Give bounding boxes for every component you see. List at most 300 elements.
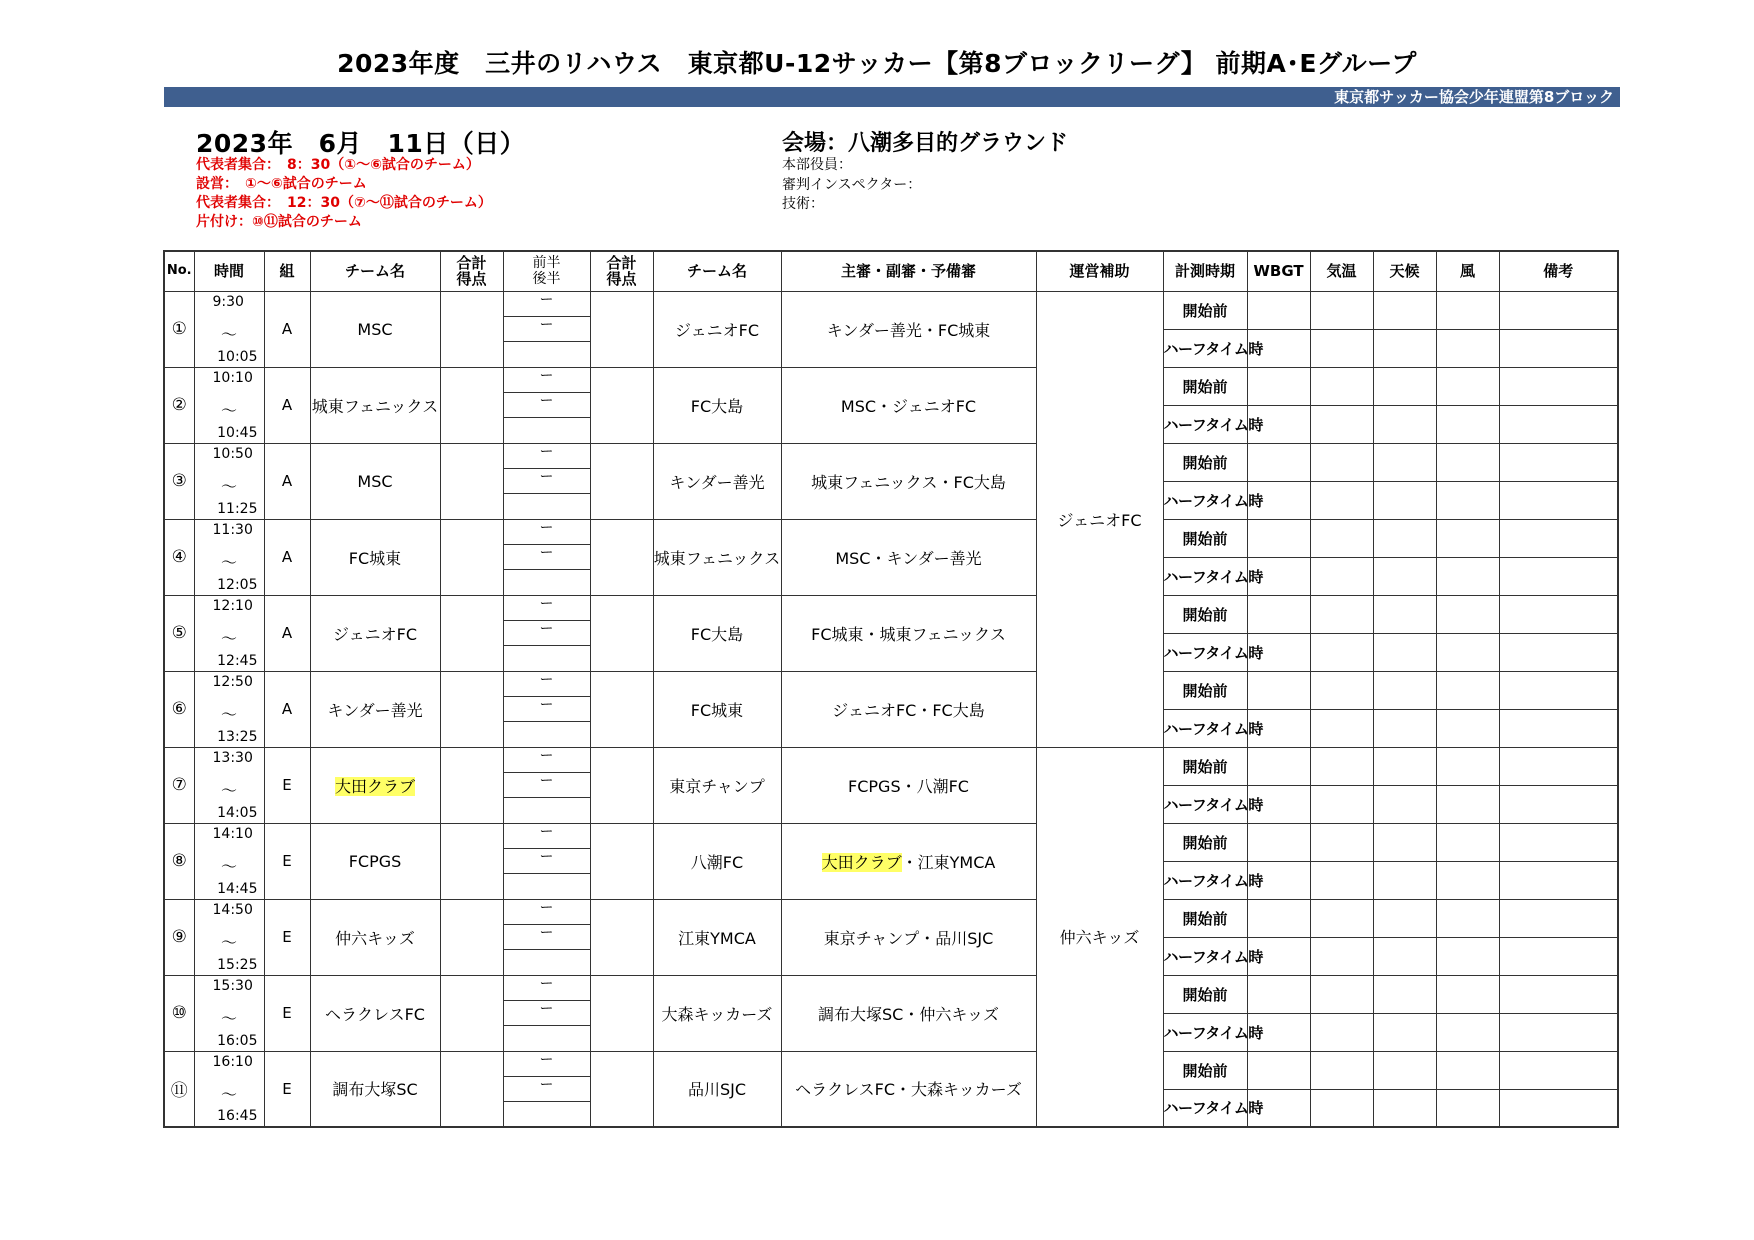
remarks-cell[interactable]	[1499, 937, 1618, 975]
team1-cell	[310, 899, 440, 975]
tilde: ～	[220, 1008, 237, 1028]
match-group: A	[264, 443, 310, 519]
page-title: 2023年度 三井のリハウス 東京都U-12サッカー【第8ブロックリーグ】 前期A･Eグループ	[337, 49, 1417, 78]
support-cell: 仲六キッズ	[1036, 747, 1163, 1127]
team1-name: MSC	[357, 319, 393, 339]
score1-cell[interactable]	[440, 519, 503, 595]
wind-cell[interactable]	[1436, 671, 1499, 709]
half-spacer	[504, 342, 590, 366]
match-time	[194, 899, 264, 975]
team2-cell: ジェニオFC	[653, 291, 781, 367]
remarks-cell[interactable]	[1499, 671, 1618, 709]
score2-cell[interactable]	[590, 747, 653, 823]
weather-cell[interactable]	[1373, 443, 1436, 481]
team1-cell	[310, 823, 440, 899]
end-time: 12:05	[217, 576, 258, 593]
match-date: 2023年 6月 11日（日）	[196, 129, 526, 158]
wind-cell[interactable]	[1436, 1013, 1499, 1051]
col-no: No.	[164, 251, 194, 291]
team1-cell	[310, 443, 440, 519]
match-group: A	[264, 519, 310, 595]
referees-cell	[781, 595, 1036, 671]
note-line: 設営： ①～⑥試合のチーム	[196, 176, 367, 192]
half-score-cell[interactable]	[503, 747, 590, 823]
ref-names: FC城東・城東フェニックス	[811, 624, 1006, 644]
score1-cell[interactable]	[440, 595, 503, 671]
end-time: 11:25	[217, 500, 258, 517]
second-half: ー	[504, 393, 590, 418]
weather-cell[interactable]	[1373, 557, 1436, 595]
remarks-cell[interactable]	[1499, 1051, 1618, 1089]
temp-cell[interactable]	[1310, 557, 1373, 595]
score2-cell[interactable]	[590, 595, 653, 671]
match-no: ⑩	[164, 975, 194, 1051]
team2-cell: 大森キッカーズ	[653, 975, 781, 1051]
col-wbgt: WBGT	[1247, 251, 1310, 291]
remarks-cell[interactable]	[1499, 291, 1618, 329]
match-no: ⑧	[164, 823, 194, 899]
wind-cell[interactable]	[1436, 481, 1499, 519]
col-remarks: 備考	[1499, 251, 1618, 291]
wind-cell[interactable]	[1436, 367, 1499, 405]
col-team1: チーム名	[310, 251, 440, 291]
table-row	[164, 443, 1618, 481]
wbgt-cell[interactable]	[1247, 747, 1310, 785]
measure-halftime: ハーフタイム時	[1163, 557, 1247, 595]
match-group: A	[264, 367, 310, 443]
table-row	[164, 519, 1618, 557]
end-time: 14:05	[217, 804, 258, 821]
end-time: 15:25	[217, 956, 258, 973]
weather-cell[interactable]	[1373, 633, 1436, 671]
wind-cell[interactable]	[1436, 557, 1499, 595]
staff-line: 技術：	[782, 196, 824, 212]
wind-cell[interactable]	[1436, 633, 1499, 671]
weather-cell[interactable]	[1373, 975, 1436, 1013]
half-score-cell[interactable]	[503, 1051, 590, 1127]
score1-cell[interactable]	[440, 671, 503, 747]
match-no: ⑨	[164, 899, 194, 975]
measure-before: 開始前	[1163, 519, 1247, 557]
temp-cell[interactable]	[1310, 785, 1373, 823]
wbgt-cell[interactable]	[1247, 671, 1310, 709]
venue: 会場：八潮多目的グラウンド	[782, 131, 1069, 156]
first-half: ー	[504, 748, 590, 773]
temp-cell[interactable]	[1310, 367, 1373, 405]
table-row	[164, 595, 1618, 633]
measure-halftime: ハーフタイム時	[1163, 481, 1247, 519]
measure-before: 開始前	[1163, 1051, 1247, 1089]
weather-cell[interactable]	[1373, 1051, 1436, 1089]
tilde: ～	[220, 476, 237, 496]
end-time: 16:05	[217, 1032, 258, 1049]
start-time: 12:10	[212, 597, 253, 614]
score2-cell[interactable]	[590, 367, 653, 443]
wbgt-cell[interactable]	[1247, 595, 1310, 633]
wind-cell[interactable]	[1436, 861, 1499, 899]
match-group: E	[264, 747, 310, 823]
col-temp: 気温	[1310, 251, 1373, 291]
team1-name: キンダー善光	[327, 700, 423, 720]
temp-cell[interactable]	[1310, 1051, 1373, 1089]
remarks-cell[interactable]	[1499, 1013, 1618, 1051]
wind-cell[interactable]	[1436, 519, 1499, 557]
second-half: ー	[504, 773, 590, 798]
match-time	[194, 823, 264, 899]
half-score-cell[interactable]	[503, 367, 590, 443]
col-score1: 合計得点	[440, 251, 503, 291]
team2-cell: FC城東	[653, 671, 781, 747]
notes	[196, 156, 492, 232]
remarks-cell[interactable]	[1499, 633, 1618, 671]
measure-before: 開始前	[1163, 291, 1247, 329]
second-half: ー	[504, 545, 590, 570]
half-spacer	[504, 874, 590, 898]
ref-rest: ・江東YMCA	[901, 852, 996, 872]
remarks-cell[interactable]	[1499, 785, 1618, 823]
association-name: 東京都サッカー協会少年連盟第8ブロック	[1334, 88, 1614, 106]
remarks-cell[interactable]	[1499, 481, 1618, 519]
referees-cell	[781, 747, 1036, 823]
tilde: ～	[220, 780, 237, 800]
temp-cell[interactable]	[1310, 329, 1373, 367]
weather-cell[interactable]	[1373, 671, 1436, 709]
wind-cell[interactable]	[1436, 823, 1499, 861]
temp-cell[interactable]	[1310, 861, 1373, 899]
remarks-cell[interactable]	[1499, 443, 1618, 481]
second-half: ー	[504, 469, 590, 494]
ref-names: MSC・キンダー善光	[835, 548, 982, 568]
score1-cell[interactable]	[440, 975, 503, 1051]
temp-cell[interactable]	[1310, 937, 1373, 975]
second-half: ー	[504, 925, 590, 950]
start-time: 14:10	[212, 825, 253, 842]
measure-halftime: ハーフタイム時	[1163, 633, 1247, 671]
half-score-cell[interactable]	[503, 519, 590, 595]
team1-cell	[310, 747, 440, 823]
staff-line: 本部役員：	[782, 157, 852, 173]
remarks-cell[interactable]	[1499, 329, 1618, 367]
tilde: ～	[220, 628, 237, 648]
temp-cell[interactable]	[1310, 595, 1373, 633]
weather-cell[interactable]	[1373, 329, 1436, 367]
weather-cell[interactable]	[1373, 747, 1436, 785]
half-spacer	[504, 1026, 590, 1050]
match-time	[194, 671, 264, 747]
temp-cell[interactable]	[1310, 899, 1373, 937]
team1-cell	[310, 519, 440, 595]
half-score-cell[interactable]	[503, 671, 590, 747]
temp-cell[interactable]	[1310, 443, 1373, 481]
referees-cell	[781, 291, 1036, 367]
second-half: ー	[504, 317, 590, 342]
weather-cell[interactable]	[1373, 709, 1436, 747]
temp-cell[interactable]	[1310, 709, 1373, 747]
temp-cell[interactable]	[1310, 481, 1373, 519]
match-time	[194, 519, 264, 595]
team1-cell	[310, 595, 440, 671]
ref-names: FCPGS・八潮FC	[848, 776, 969, 796]
measure-halftime: ハーフタイム時	[1163, 1013, 1247, 1051]
staff-list	[782, 156, 921, 215]
team1-name: 仲六キッズ	[335, 928, 415, 948]
team1-name: MSC	[357, 471, 393, 491]
score1-cell[interactable]	[440, 823, 503, 899]
temp-cell[interactable]	[1310, 519, 1373, 557]
wind-cell[interactable]	[1436, 899, 1499, 937]
weather-cell[interactable]	[1373, 519, 1436, 557]
wbgt-cell[interactable]	[1247, 519, 1310, 557]
team2-cell: 八潮FC	[653, 823, 781, 899]
ref-names: 東京チャンプ・品川SJC	[823, 928, 994, 948]
measure-halftime: ハーフタイム時	[1163, 709, 1247, 747]
team2-cell: キンダー善光	[653, 443, 781, 519]
team2-cell: 東京チャンプ	[653, 747, 781, 823]
first-half: ー	[504, 368, 590, 393]
end-time: 12:45	[217, 652, 258, 669]
wind-cell[interactable]	[1436, 975, 1499, 1013]
wbgt-cell[interactable]	[1247, 899, 1310, 937]
temp-cell[interactable]	[1310, 671, 1373, 709]
score2-cell[interactable]	[590, 443, 653, 519]
col-support: 運営補助	[1036, 251, 1163, 291]
note-line: 代表者集合： 12：30（⑦～⑪試合のチーム）	[196, 195, 492, 211]
table-header-row	[164, 251, 1618, 291]
half-score-cell[interactable]	[503, 823, 590, 899]
col-measure: 計測時期	[1163, 251, 1247, 291]
tilde: ～	[220, 324, 237, 344]
measure-before: 開始前	[1163, 367, 1247, 405]
wind-cell[interactable]	[1436, 709, 1499, 747]
remarks-cell[interactable]	[1499, 367, 1618, 405]
score2-cell[interactable]	[590, 823, 653, 899]
measure-before: 開始前	[1163, 899, 1247, 937]
weather-cell[interactable]	[1373, 1089, 1436, 1127]
table-row	[164, 899, 1618, 937]
first-half: ー	[504, 900, 590, 925]
half-spacer	[504, 418, 590, 442]
weather-cell[interactable]	[1373, 785, 1436, 823]
remarks-cell[interactable]	[1499, 899, 1618, 937]
score1-cell[interactable]	[440, 747, 503, 823]
start-time: 15:30	[212, 977, 253, 994]
first-half: ー	[504, 1052, 590, 1077]
first-half: ー	[504, 520, 590, 545]
match-no: ⑥	[164, 671, 194, 747]
score1-cell[interactable]	[440, 899, 503, 975]
tilde: ～	[220, 932, 237, 952]
remarks-cell[interactable]	[1499, 975, 1618, 1013]
measure-halftime: ハーフタイム時	[1163, 785, 1247, 823]
wbgt-cell[interactable]	[1247, 291, 1310, 329]
score1-cell[interactable]	[440, 443, 503, 519]
half-score-cell[interactable]	[503, 443, 590, 519]
end-time: 10:45	[217, 424, 258, 441]
first-half: ー	[504, 672, 590, 697]
half-score-cell[interactable]	[503, 899, 590, 975]
score1-cell[interactable]	[440, 291, 503, 367]
col-team2: チーム名	[653, 251, 781, 291]
team2-cell: 江東YMCA	[653, 899, 781, 975]
match-time	[194, 975, 264, 1051]
first-half: ー	[504, 596, 590, 621]
team1-name: 調布大塚SC	[332, 1080, 418, 1100]
table-row	[164, 367, 1618, 405]
score2-cell[interactable]	[590, 975, 653, 1051]
remarks-cell[interactable]	[1499, 557, 1618, 595]
start-time: 12:50	[212, 673, 253, 690]
col-weather: 天候	[1373, 251, 1436, 291]
team1-name: FC城東	[348, 548, 402, 568]
match-time	[194, 595, 264, 671]
start-time: 10:10	[212, 369, 253, 386]
match-no: ⑦	[164, 747, 194, 823]
remarks-cell[interactable]	[1499, 519, 1618, 557]
table-row	[164, 975, 1618, 1013]
remarks-cell[interactable]	[1499, 709, 1618, 747]
wbgt-cell[interactable]	[1247, 367, 1310, 405]
half-spacer	[504, 570, 590, 594]
remarks-cell[interactable]	[1499, 861, 1618, 899]
referees-cell	[781, 519, 1036, 595]
half-spacer	[504, 798, 590, 822]
referees-cell	[781, 443, 1036, 519]
wind-cell[interactable]	[1436, 405, 1499, 443]
note-line: 代表者集合： 8：30（①～⑥試合のチーム）	[196, 157, 480, 173]
half-spacer	[504, 950, 590, 974]
measure-before: 開始前	[1163, 671, 1247, 709]
referees-cell	[781, 671, 1036, 747]
weather-cell[interactable]	[1373, 367, 1436, 405]
col-referees: 主審・副審・予備審	[781, 251, 1036, 291]
half-score-cell[interactable]	[503, 291, 590, 367]
score2-cell[interactable]	[590, 671, 653, 747]
end-time: 10:05	[217, 348, 258, 365]
team1-name: 大田クラブ	[334, 776, 415, 796]
support-cell: ジェニオFC	[1036, 291, 1163, 747]
temp-cell[interactable]	[1310, 291, 1373, 329]
referees-cell	[781, 367, 1036, 443]
start-time: 9:30	[212, 293, 244, 310]
weather-cell[interactable]	[1373, 861, 1436, 899]
half-score-cell[interactable]	[503, 975, 590, 1051]
weather-cell[interactable]	[1373, 1013, 1436, 1051]
weather-cell[interactable]	[1373, 937, 1436, 975]
weather-cell[interactable]	[1373, 291, 1436, 329]
wind-cell[interactable]	[1436, 937, 1499, 975]
remarks-cell[interactable]	[1499, 747, 1618, 785]
referees-cell	[781, 823, 1036, 899]
ref-names: 城東フェニックス・FC大島	[811, 472, 1006, 492]
score2-cell[interactable]	[590, 1051, 653, 1127]
col-time: 時間	[194, 251, 264, 291]
wind-cell[interactable]	[1436, 329, 1499, 367]
team2-cell: 城東フェニックス	[653, 519, 781, 595]
second-half: ー	[504, 1001, 590, 1026]
end-time: 14:45	[217, 880, 258, 897]
team1-name: ジェニオFC	[332, 624, 418, 644]
weather-cell[interactable]	[1373, 405, 1436, 443]
wbgt-cell[interactable]	[1247, 823, 1310, 861]
temp-cell[interactable]	[1310, 1089, 1373, 1127]
wind-cell[interactable]	[1436, 1089, 1499, 1127]
ref-names: ヘラクレスFC・大森キッカーズ	[795, 1080, 1022, 1100]
wbgt-cell[interactable]	[1247, 443, 1310, 481]
first-half: ー	[504, 824, 590, 849]
tilde: ～	[220, 552, 237, 572]
remarks-cell[interactable]	[1499, 405, 1618, 443]
temp-cell[interactable]	[1310, 747, 1373, 785]
wind-cell[interactable]	[1436, 443, 1499, 481]
referees-cell	[781, 899, 1036, 975]
match-time	[194, 747, 264, 823]
measure-before: 開始前	[1163, 443, 1247, 481]
col-wind: 風	[1436, 251, 1499, 291]
weather-cell[interactable]	[1373, 595, 1436, 633]
temp-cell[interactable]	[1310, 1013, 1373, 1051]
half-score-cell[interactable]	[503, 595, 590, 671]
temp-cell[interactable]	[1310, 975, 1373, 1013]
score2-cell[interactable]	[590, 519, 653, 595]
match-no: ⑤	[164, 595, 194, 671]
start-time: 11:30	[212, 521, 253, 538]
ref-names: MSC・ジェニオFC	[840, 396, 977, 416]
temp-cell[interactable]	[1310, 633, 1373, 671]
wind-cell[interactable]	[1436, 1051, 1499, 1089]
team2-cell: FC大島	[653, 595, 781, 671]
staff-line: 審判インスペクター：	[782, 176, 922, 193]
remarks-cell[interactable]	[1499, 595, 1618, 633]
measure-halftime: ハーフタイム時	[1163, 329, 1247, 367]
weather-cell[interactable]	[1373, 481, 1436, 519]
score1-cell[interactable]	[440, 367, 503, 443]
team1-cell	[310, 671, 440, 747]
referees-cell	[781, 1051, 1036, 1127]
score2-cell[interactable]	[590, 899, 653, 975]
match-time	[194, 367, 264, 443]
table-row	[164, 823, 1618, 861]
half-spacer	[504, 494, 590, 518]
wind-cell[interactable]	[1436, 595, 1499, 633]
match-no: ①	[164, 291, 194, 367]
match-time	[194, 1051, 264, 1127]
wind-cell[interactable]	[1436, 747, 1499, 785]
score2-cell[interactable]	[590, 291, 653, 367]
wbgt-cell[interactable]	[1247, 1051, 1310, 1089]
wind-cell[interactable]	[1436, 291, 1499, 329]
temp-cell[interactable]	[1310, 823, 1373, 861]
measure-before: 開始前	[1163, 747, 1247, 785]
match-group: E	[264, 975, 310, 1051]
measure-before: 開始前	[1163, 823, 1247, 861]
wbgt-cell[interactable]	[1247, 975, 1310, 1013]
ref-names: ジェニオFC・FC大島	[832, 700, 985, 720]
header-bar	[164, 87, 1620, 107]
half-spacer	[504, 722, 590, 746]
wind-cell[interactable]	[1436, 785, 1499, 823]
weather-cell[interactable]	[1373, 899, 1436, 937]
table-row	[164, 747, 1618, 785]
match-group: A	[264, 671, 310, 747]
remarks-cell[interactable]	[1499, 1089, 1618, 1127]
temp-cell[interactable]	[1310, 405, 1373, 443]
weather-cell[interactable]	[1373, 823, 1436, 861]
score1-cell[interactable]	[440, 1051, 503, 1127]
team2-cell: FC大島	[653, 367, 781, 443]
remarks-cell[interactable]	[1499, 823, 1618, 861]
referees-cell	[781, 975, 1036, 1051]
col-group: 組	[264, 251, 310, 291]
